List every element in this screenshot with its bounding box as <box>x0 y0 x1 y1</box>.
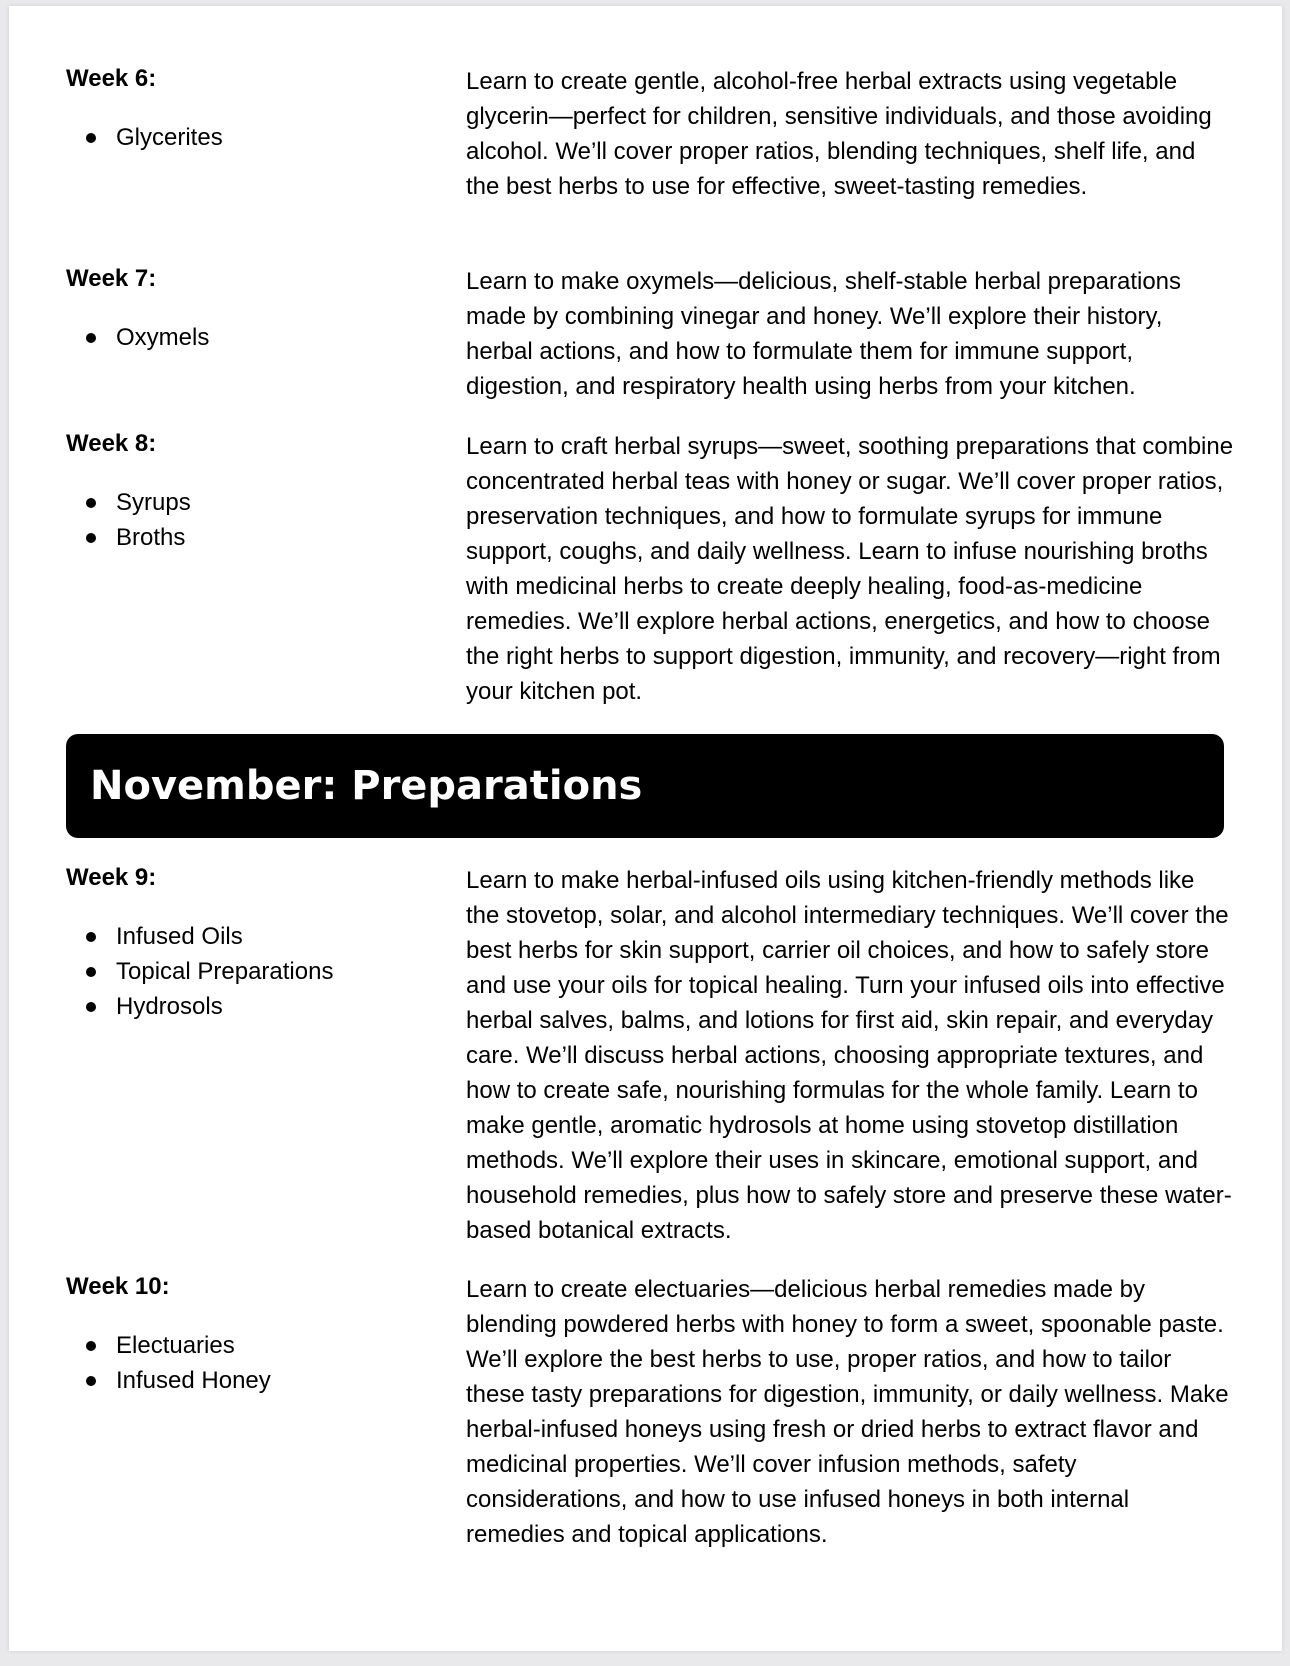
bullet-icon <box>86 1341 96 1351</box>
week-description: Learn to create gentle, alcohol-free herbal extracts using vegetable glycerin—perfect for children, sensitive individuals, and those avoiding alcohol. We’ll cover proper ratios, blending techniques, shelf life, and the best herbs to use for effective, sweet-tasting remedies. <box>466 68 1212 200</box>
topic-label: Hydrosols <box>116 993 223 1020</box>
week-left-column <box>66 264 446 355</box>
topic-item <box>66 120 446 155</box>
week-title: Week 6: <box>66 65 157 92</box>
topic-item <box>66 954 446 989</box>
topic-item <box>66 919 446 954</box>
section-banner <box>66 734 1224 838</box>
bullet-icon <box>86 1376 96 1386</box>
topic-item <box>66 320 446 355</box>
section-title: November: Preparations <box>90 763 643 809</box>
week-title: Week 7: <box>66 265 157 292</box>
bullet-icon <box>86 1002 96 1012</box>
bullet-icon <box>86 533 96 543</box>
topic-list <box>66 320 446 355</box>
topic-list <box>66 919 446 1024</box>
week-description: Learn to create electuaries—delicious herbal remedies made by blending powdered herbs with honey to form a sweet, spoonable paste. We’ll explore the best herbs to use, proper ratios, and how to tailor these tasty preparations for digestion, immunity, or daily wellness. Make herbal-infused honeys using fresh or dried herbs to extract flavor and medicinal properties. We’ll cover infusion methods, safety considerations, and how to use infused honeys in both internal remedies and topical applications. <box>466 1276 1229 1548</box>
topic-item <box>66 989 446 1024</box>
bullet-icon <box>86 498 96 508</box>
week-left-column <box>66 429 446 555</box>
topic-item <box>66 485 446 520</box>
week-description: Learn to craft herbal syrups—sweet, soothing preparations that combine concentrated herbal teas with honey or sugar. We’ll cover proper ratios, preservation techniques, and how to formulate syrups for immune support, coughs, and daily wellness. Learn to infuse nourishing broths with medicinal herbs to create deeply healing, food-as-medicine remedies. We’ll explore herbal actions, energetics, and how to choose the right herbs to support digestion, immunity, and recovery—right from your kitchen pot. <box>466 433 1234 705</box>
topic-label: Syrups <box>116 489 191 516</box>
topic-label: Glycerites <box>116 124 223 151</box>
document-page <box>9 6 1282 1651</box>
topic-item <box>66 520 446 555</box>
topic-list <box>66 120 446 155</box>
week-description: Learn to make herbal-infused oils using kitchen-friendly methods like the stovetop, solar, and alcohol intermediary techniques. We’ll cover the best herbs for skin support, carrier oil choices, and how to safely store and use your oils for topical healing. Turn your infused oils into effective herbal salves, balms, and lotions for first aid, skin repair, and everyday care. We’ll discuss herbal actions, choosing appropriate textures, and how to create safe, nourishing formulas for the whole family. Learn to make gentle, aromatic hydrosols at home using stovetop distillation methods. We’ll explore their uses in skincare, emotional support, and household remedies, plus how to safely store and preserve these water-based botanical extracts. <box>466 867 1232 1244</box>
week-description: Learn to make oxymels—delicious, shelf-stable herbal preparations made by combining vinegar and honey. We’ll explore their history, herbal actions, and how to formulate them for immune support, digestion, and respiratory health using herbs from your kitchen. <box>466 268 1182 400</box>
week-title: Week 8: <box>66 430 157 457</box>
topic-label: Electuaries <box>116 1332 235 1359</box>
topic-label: Topical Preparations <box>116 958 334 985</box>
topic-item <box>66 1363 446 1398</box>
topic-list <box>66 485 446 555</box>
week-left-column <box>66 1272 446 1398</box>
topic-label: Infused Oils <box>116 923 243 950</box>
week-title: Week 9: <box>66 864 157 891</box>
topic-label: Oxymels <box>116 324 210 351</box>
week-left-column <box>66 64 446 155</box>
bullet-icon <box>86 333 96 343</box>
topic-label: Broths <box>116 524 186 551</box>
topic-item <box>66 1328 446 1363</box>
topic-label: Infused Honey <box>116 1367 271 1394</box>
week-left-column <box>66 863 446 1024</box>
bullet-icon <box>86 967 96 977</box>
bullet-icon <box>86 133 96 143</box>
topic-list <box>66 1328 446 1398</box>
week-title: Week 10: <box>66 1273 170 1300</box>
bullet-icon <box>86 932 96 942</box>
